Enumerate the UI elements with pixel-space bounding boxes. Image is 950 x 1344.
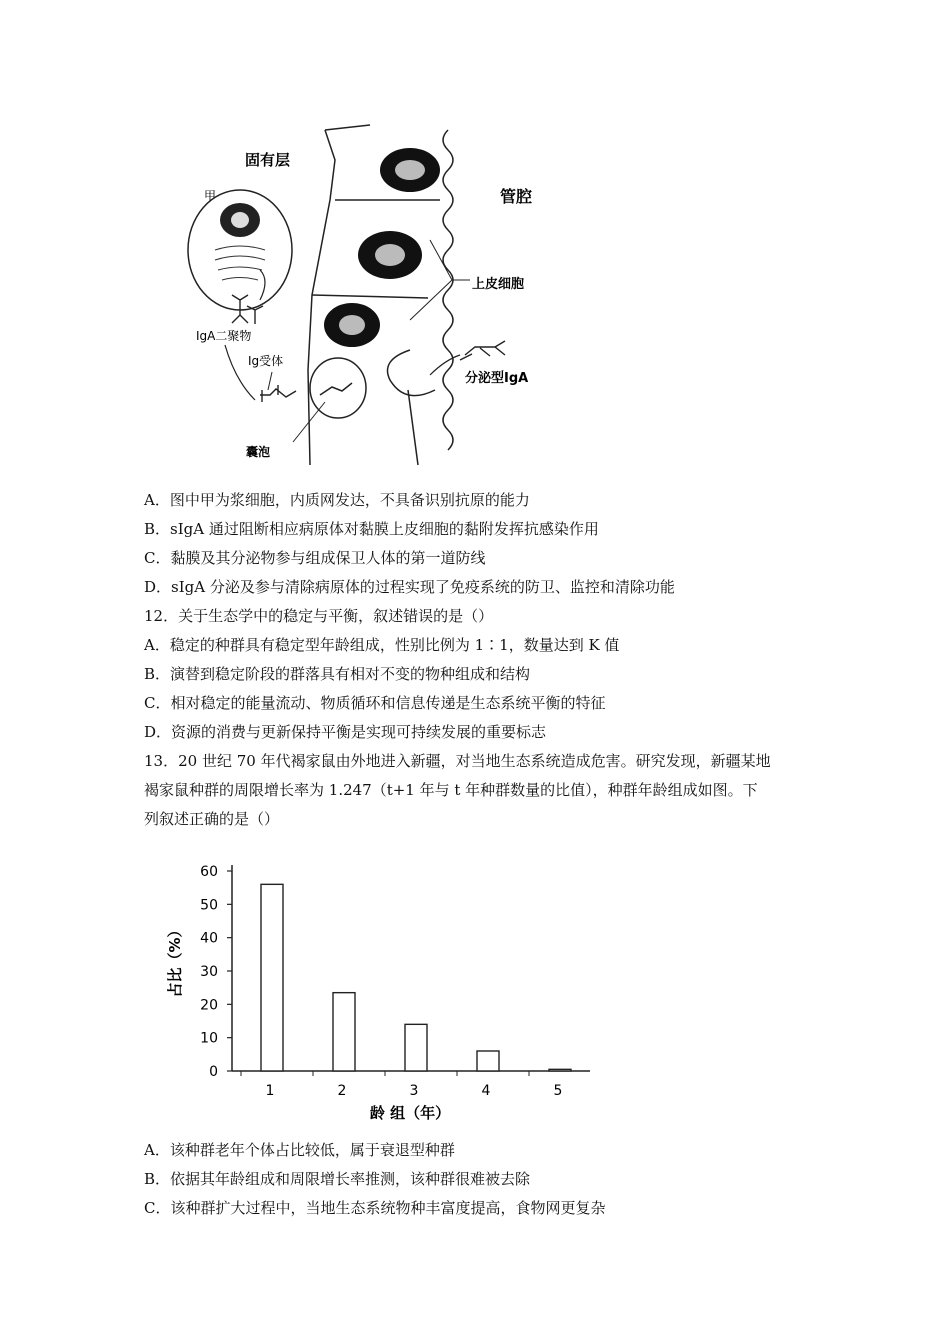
label-iga-dimer: IgA二聚物: [196, 329, 252, 343]
y-tick-label: 20: [200, 997, 218, 1014]
q11-option-d: D．sIgA 分泌及参与清除病原体的过程实现了免疫系统的防卫、监控和清除功能: [144, 578, 675, 596]
label-siga: 分泌型IgA: [465, 371, 529, 386]
q13-stem-line-1: 13．20 世纪 70 年代褐家鼠由外地进入新疆，对当地生态系统造成危害。研究发现，新疆某地: [144, 752, 771, 770]
q13-option-a: A．该种群老年个体占比较低，属于衰退型种群: [144, 1141, 455, 1159]
q11-option-b: B．sIgA 通过阻断相应病原体对黏膜上皮细胞的黏附发挥抗感染作用: [144, 520, 599, 538]
label-epithelial: 上皮细胞: [472, 277, 525, 292]
q12-stem: 12．关于生态学中的稳定与平衡，叙述错误的是（）: [144, 607, 494, 625]
q12-option-c: C．相对稳定的能量流动、物质循环和信息传递是生态系统平衡的特征: [144, 694, 606, 712]
age-structure-chart: [150, 840, 600, 1130]
y-tick-label: 60: [200, 864, 218, 880]
y-axis-label: 占比（%）: [166, 922, 184, 998]
x-tick-label: 1: [265, 1083, 275, 1099]
y-tick-label: 0: [209, 1064, 218, 1080]
q11-option-c: C．黏膜及其分泌物参与组成保卫人体的第一道防线: [144, 549, 486, 567]
q13-stem-line-2: 褐家鼠种群的周限增长率为 1.247（t+1 年与 t 年种群数量的比值），种群年龄组成如图。下: [144, 781, 758, 799]
label-lumen: 管腔: [500, 187, 533, 206]
q11-option-a: A．图中甲为浆细胞，内质网发达，不具备识别抗原的能力: [144, 491, 530, 509]
bar-age-group-3: [405, 1024, 427, 1071]
bar-age-group-4: [477, 1051, 499, 1071]
x-tick-label: 3: [409, 1083, 419, 1099]
label-ig-receptor: Ig受体: [248, 354, 284, 368]
x-tick-label: 5: [553, 1083, 563, 1099]
label-jia: 甲: [204, 189, 217, 203]
x-tick-label: 4: [481, 1083, 491, 1099]
x-axis-label: 龄 组（年）: [369, 1104, 451, 1122]
q12-option-d: D．资源的消费与更新保持平衡是实现可持续发展的重要标志: [144, 723, 547, 741]
q12-option-b: B．演替到稳定阶段的群落具有相对不变的物种组成和结构: [144, 665, 531, 683]
x-tick-label: 2: [337, 1083, 347, 1099]
label-lamina: 固有层: [245, 151, 291, 169]
bar-age-group-2: [333, 993, 355, 1071]
y-tick-label: 30: [200, 964, 218, 980]
y-tick-label: 10: [200, 1030, 218, 1047]
bar-age-group-5: [549, 1069, 571, 1071]
mucosal-immunity-diagram: [160, 120, 540, 470]
q13-stem-line-3: 列叙述正确的是（）: [144, 810, 280, 828]
y-tick-label: 50: [200, 897, 218, 914]
q12-option-a: A．稳定的种群具有稳定型年龄组成，性别比例为 1∶1，数量达到 K 值: [144, 636, 620, 654]
bar-age-group-1: [261, 884, 283, 1071]
q13-option-c: C．该种群扩大过程中，当地生态系统物种丰富度提高，食物网更复杂: [144, 1199, 606, 1217]
q13-option-b: B．依据其年龄组成和周限增长率推测，该种群很难被去除: [144, 1170, 531, 1188]
y-tick-label: 40: [200, 930, 218, 947]
label-vesicle: 囊泡: [246, 445, 271, 459]
